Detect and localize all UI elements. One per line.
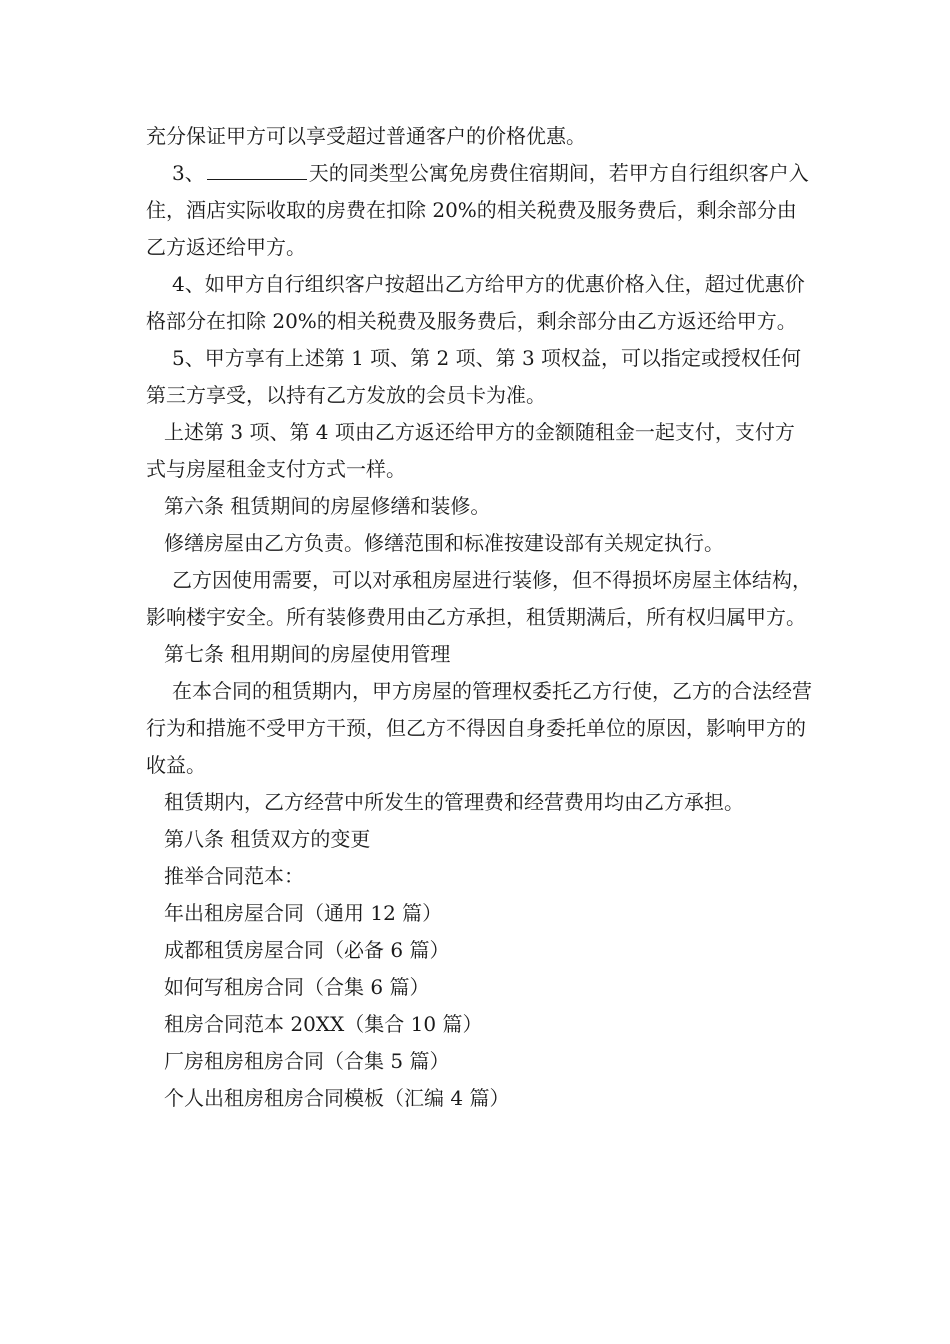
- paragraph-price-benefit: 充分保证甲方可以享受超过普通客户的价格优惠。: [146, 124, 586, 148]
- heading-article-8: 第八条 租赁双方的变更: [164, 827, 371, 851]
- paragraph-item-4: 4、如甲方自行组织客户按超出乙方给甲方的优惠价格入住，超过优惠价格部分在扣除 20%的相关税费及服务费后，剩余部分由乙方返还给甲方。: [146, 272, 805, 333]
- paragraph-fees: 租赁期内，乙方经营中所发生的管理费和经营费用均由乙方承担。: [164, 790, 744, 814]
- paragraph-decoration: 乙方因使用需要，可以对承租房屋进行装修，但不得损坏房屋主体结构，影响楼宇安全。所有装修费用由乙方承担，租赁期满后，所有权归属甲方。: [146, 568, 812, 629]
- recommended-link[interactable]: 厂房租房租房合同（合集 5 篇）: [164, 1049, 450, 1073]
- heading-article-7: 第七条 租用期间的房屋使用管理: [164, 642, 451, 666]
- recommended-link[interactable]: 年出租房屋合同（通用 12 篇）: [164, 901, 443, 925]
- paragraph-repair: 修缮房屋由乙方负责。修缮范围和标准按建设部有关规定执行。: [164, 531, 724, 555]
- paragraph-item-3: [146, 155, 814, 266]
- recommended-link[interactable]: 成都租赁房屋合同（必备 6 篇）: [164, 938, 450, 962]
- paragraph-management: 在本合同的租赁期内，甲方房屋的管理权委托乙方行使，乙方的合法经营行为和措施不受甲方干预，但乙方不得因自身委托单位的原因，影响甲方的收益。: [146, 679, 812, 777]
- recommended-link[interactable]: 个人出租房租房合同模板（汇编 4 篇）: [164, 1086, 510, 1110]
- item-3-number: 3、: [172, 161, 205, 185]
- recommended-templates-label: 推举合同范本：: [164, 864, 304, 888]
- recommended-link[interactable]: 租房合同范本 20XX（集合 10 篇）: [164, 1012, 483, 1036]
- paragraph-item-5: 5、甲方享有上述第 1 项、第 2 项、第 3 项权益，可以指定或授权任何第三方享受，以持有乙方发放的会员卡为准。: [146, 346, 802, 407]
- recommended-link[interactable]: 如何写租房合同（合集 6 篇）: [164, 975, 430, 999]
- heading-article-6: 第六条 租赁期间的房屋修缮和装修。: [164, 494, 491, 518]
- item-3-text: 天的同类型公寓免房费住宿期间，若甲方自行组织客户入住，酒店实际收取的房费在扣除 20%的相关税费及服务费后，剩余部分由乙方返还给甲方。: [146, 161, 809, 259]
- paragraph-payment-note: 上述第 3 项、第 4 项由乙方返还给甲方的金额随租金一起支付，支付方式与房屋租金支付方式一样。: [146, 420, 795, 481]
- fill-in-blank[interactable]: [207, 161, 307, 180]
- document-page: [146, 118, 814, 1117]
